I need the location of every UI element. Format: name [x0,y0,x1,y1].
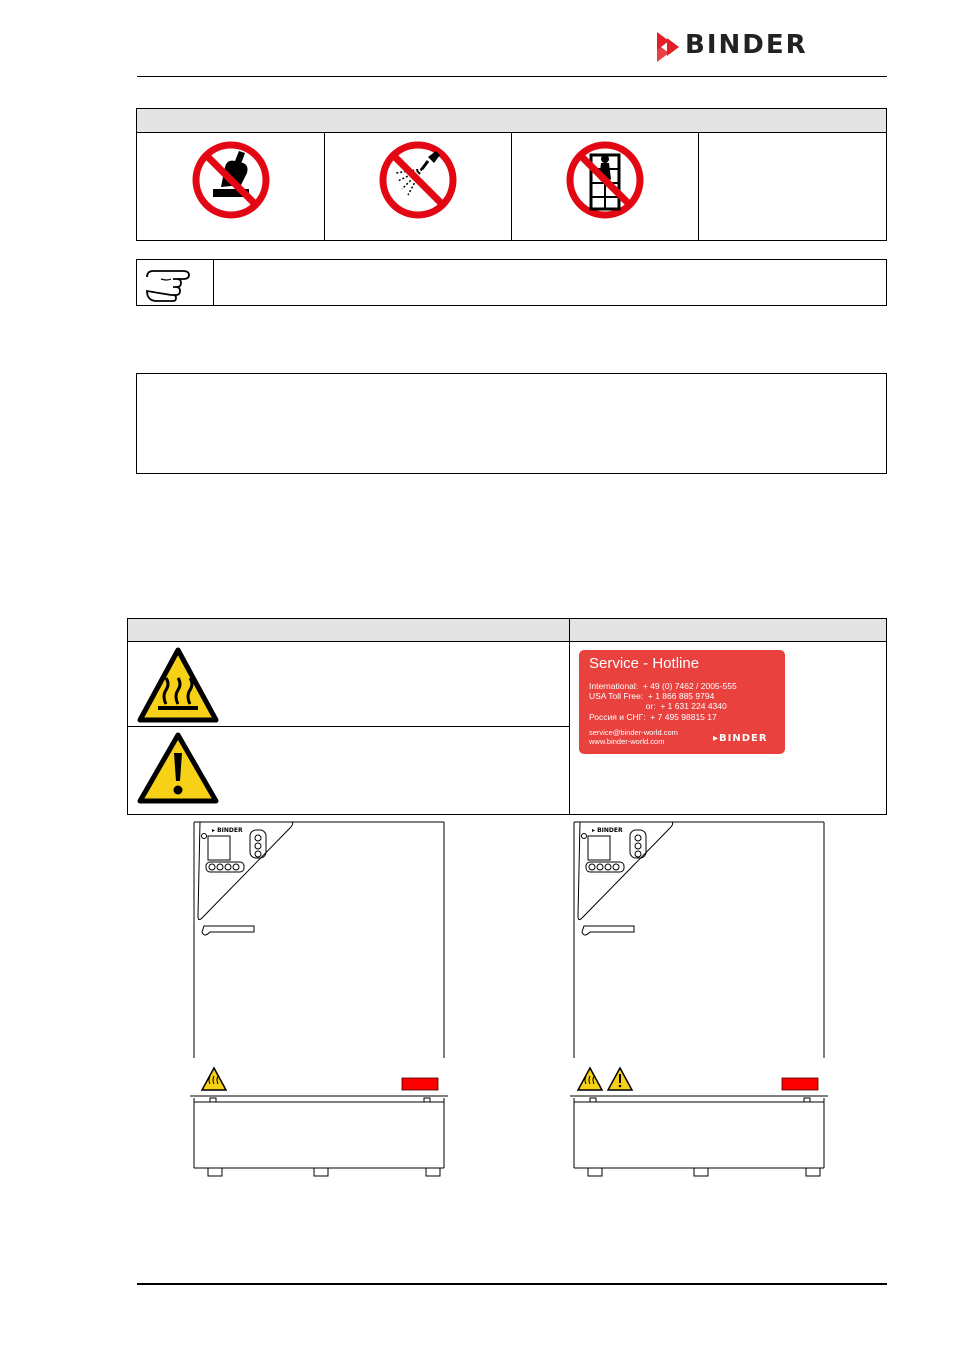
binder-logo-text: BINDER [685,30,808,60]
labels-table [127,618,887,815]
device-drawing-right [570,818,830,1178]
no-water-spray-icon [378,137,458,223]
text-frame [136,373,887,474]
no-touching-icon [191,137,271,223]
footer-rule [137,1283,887,1285]
device-red-label [782,1078,818,1090]
pointing-hand-icon [143,263,205,303]
header-rule [137,76,887,77]
hot-surface-warning-icon [136,646,220,724]
service-hotline-card [579,650,785,754]
device-drawing-left [190,818,450,1178]
device-hot-surface-sticker-icon [202,1068,226,1090]
note-divider [213,260,214,305]
service-card-title: Service - Hotline [589,655,700,672]
labels-table-divider [569,619,570,814]
device-hot-surface-sticker-icon [578,1068,602,1090]
general-warning-icon [136,731,220,805]
prohibition-signs-table [136,108,887,241]
labels-table-header [128,619,886,642]
device-display-logo: ▸ BINDER [592,827,623,834]
no-climbing-icon [565,137,645,223]
table-divider [324,133,325,241]
device-red-label [402,1078,438,1090]
service-card-line: International: + 49 (0) 7462 / 2005-555 [589,681,737,691]
table-divider [698,133,699,241]
binder-logo [655,30,890,64]
service-card-line: USA Toll Free: + 1 866 885 9794 [589,691,715,701]
service-card-website: www.binder-world.com [589,737,665,746]
binder-logo-mark-icon [655,30,683,64]
device-general-warning-sticker-icon [608,1068,632,1090]
service-card-email: service@binder-world.com [589,728,678,737]
note-box [136,259,887,306]
service-card-logo: ▸BINDER [713,733,768,744]
table-divider [511,133,512,241]
service-card-line: Россия и СНГ: + 7 495 98815 17 [589,712,717,722]
device-display-logo: ▸ BINDER [212,827,243,834]
labels-row-divider [128,726,569,727]
table-header-row [137,109,886,133]
service-card-line: or: + 1 631 224 4340 [589,701,727,711]
